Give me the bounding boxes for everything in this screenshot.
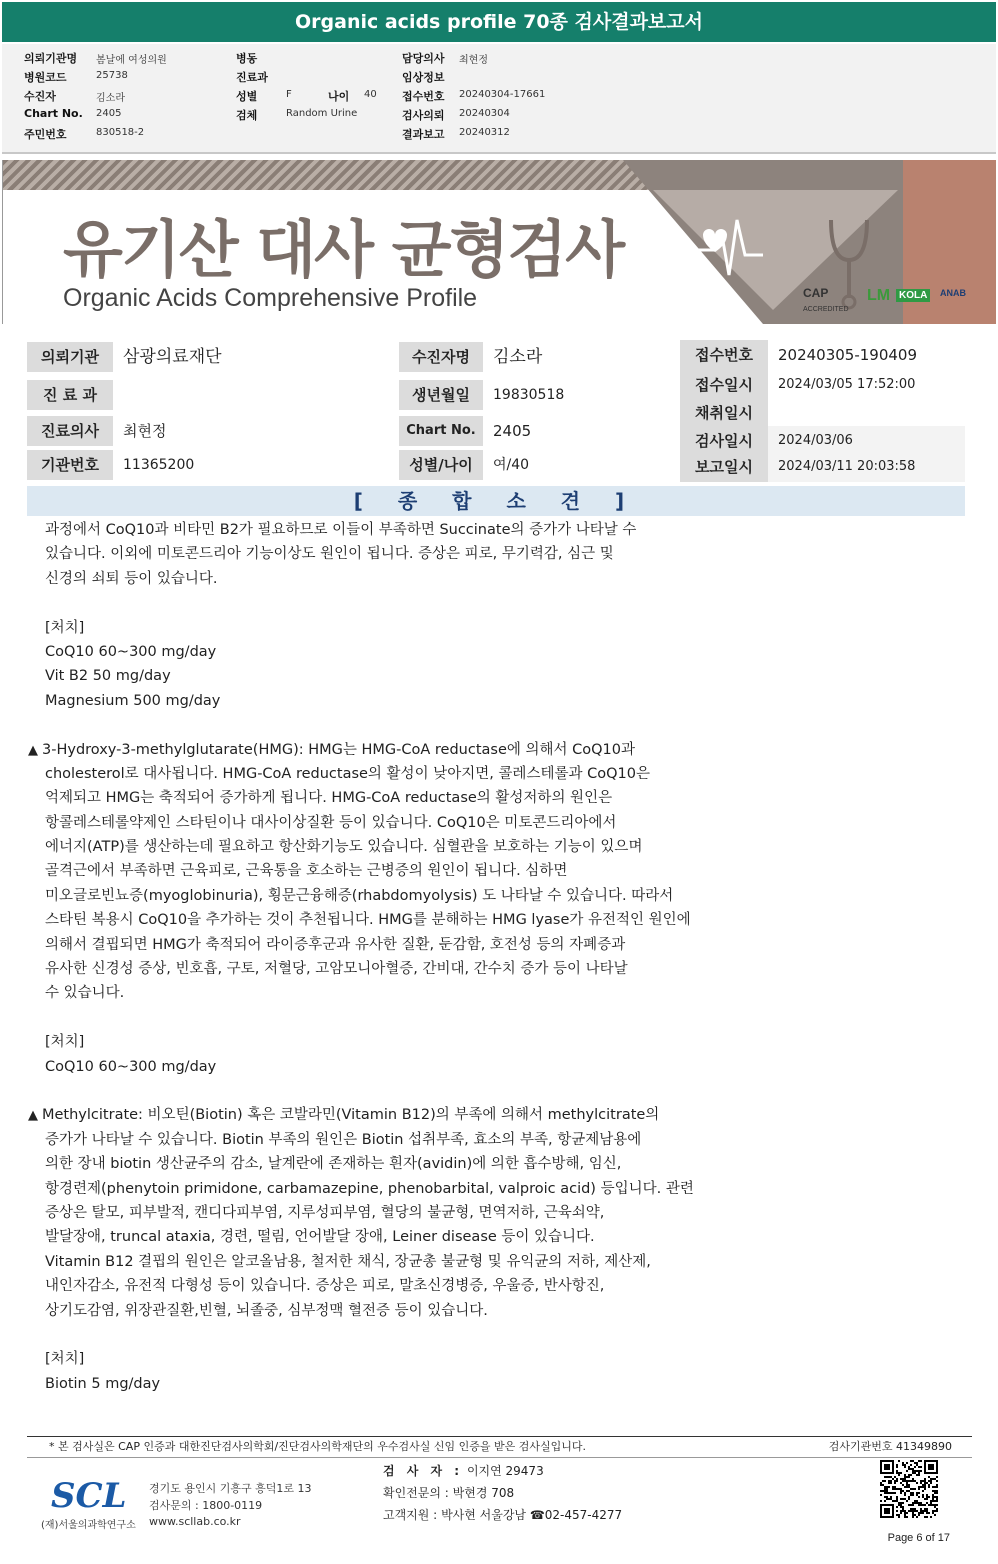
- label-receipt-date: 접수일시: [680, 370, 768, 400]
- summary-line: [28, 1177, 968, 1201]
- qr-code: [880, 1460, 938, 1518]
- meta-label: 주민번호: [24, 128, 67, 141]
- patient-info-table: [27, 340, 965, 482]
- summary-line: [28, 1225, 968, 1249]
- meta-value: Random Urine: [286, 108, 358, 119]
- summary-line-text: Methylcitrate: 비오틴(Biotin) 혹은 코발라민(Vitamin B12)의 부족에 의해서 methylcitrate의: [42, 1107, 660, 1124]
- accreditation-notice: * 본 검사실은 CAP 인증과 대한진단검사의학회/진단검사의학재단의 우수검사실 신임 인증을 받은 검사실입니다.: [49, 1440, 587, 1453]
- staff-confirm: [383, 1484, 514, 1501]
- summary-line: [28, 786, 968, 810]
- kola-logo: KOLA: [896, 289, 930, 302]
- title-english: Organic Acids Comprehensive Profile: [63, 284, 478, 312]
- summary-line: [28, 1152, 968, 1176]
- org-number: 검사기관번호 41349890: [828, 1440, 952, 1453]
- scl-name: (재)서울의과학연구소: [41, 1520, 136, 1531]
- meta-label: 검사의뢰: [402, 109, 445, 122]
- staff-support-label: 고객지원 :: [383, 1508, 438, 1522]
- label-doctor: 진료의사: [27, 416, 113, 446]
- staff-tester-label: 검 사 자 :: [383, 1464, 464, 1478]
- summary-line: [28, 689, 968, 713]
- summary-line: [28, 1250, 968, 1274]
- label-sexage: 성별/나이: [399, 450, 483, 480]
- summary-line-text: cholesterol로 대사됩니다. HMG-CoA reductase의 활성이 낮아지면, 콜레스테롤과 CoQ10은: [45, 765, 650, 782]
- summary-line: [28, 1006, 968, 1030]
- summary-line: [28, 835, 968, 859]
- summary-line-text: Vit B2 50 mg/day: [45, 668, 171, 685]
- summary-line-text: Magnesium 500 mg/day: [45, 692, 221, 709]
- label-test: 검사일시: [680, 426, 768, 456]
- value-birth: 19830518: [483, 380, 678, 410]
- up-triangle-icon: ▲: [28, 742, 38, 758]
- meta-age-label: 나이: [328, 90, 350, 103]
- summary-line: [28, 713, 968, 737]
- summary-line: [28, 1055, 968, 1079]
- meta-value: F: [286, 89, 292, 100]
- meta-label: 의뢰기관명: [24, 52, 78, 65]
- value-name: 김소라: [483, 342, 678, 372]
- staff-tester-value: 이지연 29473: [466, 1464, 544, 1478]
- label-dept: 진 료 과: [27, 380, 113, 410]
- summary-line-text: 있습니다. 이외에 미토콘드리아 기능이상도 원인이 됩니다. 증상은 피로, 무기력감, 심근 및: [45, 546, 614, 563]
- meta-label: 접수번호: [402, 90, 445, 103]
- summary-line-text: 3-Hydroxy-3-methylglutarate(HMG): HMG는 HMG-CoA reductase에 의해서 CoQ10과: [42, 741, 636, 758]
- summary-line-text: 발달장애, truncal ataxia, 경련, 떨림, 언어발달 장애, Leiner disease 등이 있습니다.: [45, 1229, 595, 1246]
- value-report: 2024/03/11 20:03:58: [768, 452, 965, 482]
- meta-label: 담당의사: [402, 52, 445, 65]
- value-receipt-no: 20240305-190409: [768, 340, 965, 370]
- summary-line-text: [처치]: [45, 1034, 85, 1051]
- label-receipt-no: 접수번호: [680, 340, 768, 370]
- summary-line-text: 증상은 탈모, 피부발적, 캔디다피부염, 지루성피부염, 혈당의 불균형, 면역저하, 근육쇠약,: [45, 1204, 605, 1221]
- summary-line: [28, 1030, 968, 1054]
- summary-line-text: 수 있습니다.: [45, 985, 125, 1002]
- summary-line-text: 의해서 결핍되면 HMG가 축적되어 라이증후군과 유사한 질환, 둔감함, 호전성 등의 자폐증과: [45, 936, 626, 953]
- summary-line: [28, 738, 968, 762]
- website: www.scllab.co.kr: [149, 1515, 241, 1528]
- summary-line: [28, 591, 968, 615]
- summary-line: [28, 957, 968, 981]
- label-chart: Chart No.: [399, 416, 483, 446]
- summary-line-text: 스타틴 복용시 CoQ10을 추가하는 것이 추천됩니다. HMG를 분해하는 HMG lyase가 유전적인 원인에: [45, 912, 691, 929]
- summary-line-text: 항콜레스테롤약제인 스타틴이나 대사이상질환 등이 있습니다. CoQ10은 미토콘드리아에서: [45, 814, 617, 831]
- value-receipt-date: 2024/03/05 17:52:00: [768, 370, 965, 400]
- label-name: 수진자명: [399, 342, 483, 372]
- meta-value: 봄날에 여성의원: [96, 55, 167, 66]
- summary-line: [28, 640, 968, 664]
- footer: [27, 1436, 972, 1552]
- summary-line: [28, 1201, 968, 1225]
- summary-line: [28, 762, 968, 786]
- staff-support-value: 박사현 서울강남 ☎02-457-4277: [441, 1508, 623, 1522]
- meta-age-value: 40: [364, 89, 377, 100]
- summary-line: [28, 859, 968, 883]
- summary-heading: [ 종 합 소 견 ]: [27, 486, 965, 516]
- meta-value: 20240304-17661: [459, 89, 546, 100]
- summary-line: [28, 1323, 968, 1347]
- value-doctor: 최현정: [113, 416, 398, 446]
- summary-line: [28, 908, 968, 932]
- summary-line-text: 과정에서 CoQ10과 비타민 B2가 필요하므로 이들이 부족하면 Succinate의 증가가 나타날 수: [45, 522, 637, 538]
- summary-line-text: 증가가 나타날 수 있습니다. Biotin 부족의 원인은 Biotin 섭취부족, 효소의 부족, 항균제남용에: [45, 1131, 642, 1148]
- value-test: 2024/03/06: [768, 426, 965, 456]
- summary-line-text: Biotin 5 mg/day: [45, 1375, 161, 1392]
- summary-line: [28, 518, 968, 542]
- meta-value: 최현정: [459, 55, 488, 66]
- label-collect: 채취일시: [680, 398, 768, 428]
- meta-label: 임상정보: [402, 71, 445, 84]
- summary-line-text: [처치]: [45, 1351, 85, 1368]
- value-sexage: 여/40: [483, 450, 678, 480]
- meta-value: 20240304: [459, 108, 510, 119]
- summary-line: [28, 664, 968, 688]
- label-institution: 의뢰기관: [27, 342, 113, 372]
- summary-line: [28, 933, 968, 957]
- summary-line-text: 유사한 신경성 증상, 빈호흡, 구토, 저혈당, 고암모니아혈증, 간비대, 간수치 증가 등이 나타날: [45, 961, 628, 978]
- label-birth: 생년월일: [399, 380, 483, 410]
- summary-line: [28, 981, 968, 1005]
- report-meta-panel: [2, 44, 996, 154]
- summary-line: [28, 811, 968, 835]
- meta-value: 김소라: [96, 93, 125, 104]
- summary-line-text: 내인자감소, 유전적 다형성 등이 있습니다. 증상은 피로, 말초신경병증, 우울증, 반사항진,: [45, 1278, 605, 1295]
- summary-line-text: 억제되고 HMG는 축적되어 증가하게 됩니다. HMG-CoA reductase의 활성저하의 원인은: [45, 790, 613, 807]
- summary-line-text: [처치]: [45, 619, 85, 636]
- summary-line: [28, 1274, 968, 1298]
- meta-label: 결과보고: [402, 128, 445, 141]
- report-title-banner: Organic acids profile 70종 검사결과보고서: [2, 2, 996, 42]
- summary-line: [28, 1128, 968, 1152]
- cap-text: CAP: [803, 286, 829, 300]
- footer-notice-row: [27, 1436, 972, 1458]
- staff-tester: [383, 1462, 544, 1479]
- summary-line-text: 상기도감염, 위장관질환,빈혈, 뇌졸중, 심부정맥 혈전증 등이 있습니다.: [45, 1302, 488, 1319]
- meta-label: 수진자: [24, 90, 56, 103]
- summary-line-text: Vitamin B12 결핍의 원인은 알코올남용, 철저한 채식, 장균총 불균형 및 유익균의 저하, 제산제,: [45, 1253, 651, 1270]
- value-institution: 삼광의료재단: [113, 342, 398, 372]
- inquiry-phone: 검사문의 : 1800-0119: [149, 1499, 263, 1512]
- summary-line: [28, 616, 968, 640]
- meta-value: 830518-2: [96, 127, 145, 138]
- summary-line-text: CoQ10 60~300 mg/day: [45, 1058, 217, 1075]
- summary-body: [28, 518, 968, 1396]
- meta-label: 성별: [236, 90, 258, 103]
- up-triangle-icon: ▲: [28, 1108, 38, 1124]
- staff-support: [383, 1506, 622, 1523]
- summary-line-text: CoQ10 60~300 mg/day: [45, 643, 217, 660]
- summary-line-text: 의한 장내 biotin 생산균주의 감소, 날계란에 존재하는 흰자(avidin)에 의한 흡수방해, 임신,: [45, 1156, 622, 1173]
- summary-line-text: 신경의 쇠퇴 등이 있습니다.: [45, 570, 218, 587]
- summary-line-text: 에너지(ATP)를 생산하는데 필요하고 항산화기능도 있습니다. 심혈관을 보호하는 기능이 있으며: [45, 839, 643, 856]
- summary-line: [28, 1079, 968, 1103]
- summary-line: [28, 884, 968, 908]
- cap-sub: ACCREDITED: [803, 306, 849, 313]
- summary-line-text: 미오글로빈뇨증(myoglobinuria), 횡문근융해증(rhabdomyolysis) 도 나타날 수 있습니다. 따라서: [45, 887, 674, 904]
- anab-logo: ANAB: [940, 288, 966, 298]
- meta-label: 검체: [236, 109, 258, 122]
- staff-confirm-value: 박현경 708: [452, 1486, 515, 1500]
- cap-logo: [803, 286, 849, 314]
- summary-line: [28, 1372, 968, 1396]
- meta-label: Chart No.: [24, 107, 83, 120]
- label-orgno: 기관번호: [27, 450, 113, 480]
- summary-line: [28, 542, 968, 566]
- summary-line-text: 골격근에서 부족하면 근육피로, 근육통을 호소하는 근병증의 원인이 됩니다. 심하면: [45, 863, 568, 880]
- meta-value: 2405: [96, 108, 122, 119]
- title-korean: 유기산 대사 균형검사: [63, 213, 624, 286]
- meta-label: 병동: [236, 52, 258, 65]
- address: 경기도 용인시 기흥구 흥덕1로 13: [149, 1482, 312, 1495]
- summary-line-text: 항경련제(phenytoin primidone, carbamazepine, phenobarbital, valproic acid) 등입니다. 관련: [45, 1180, 694, 1197]
- summary-line: [28, 1299, 968, 1323]
- label-report: 보고일시: [680, 452, 768, 482]
- meta-label: 병원코드: [24, 71, 67, 84]
- header-band: [2, 160, 996, 324]
- value-orgno: 11365200: [113, 450, 398, 480]
- summary-line: [28, 1103, 968, 1127]
- meta-value: 20240312: [459, 127, 510, 138]
- summary-line: [28, 1347, 968, 1371]
- lm-logo: LM: [867, 287, 891, 304]
- meta-label: 진료과: [236, 71, 268, 84]
- page-number: Page 6 of 17: [887, 1532, 950, 1544]
- value-chart: 2405: [483, 416, 678, 446]
- meta-value: 25738: [96, 70, 128, 81]
- staff-confirm-label: 확인전문의 :: [383, 1486, 449, 1500]
- scl-logo: SCL: [51, 1476, 127, 1516]
- summary-line: [28, 567, 968, 591]
